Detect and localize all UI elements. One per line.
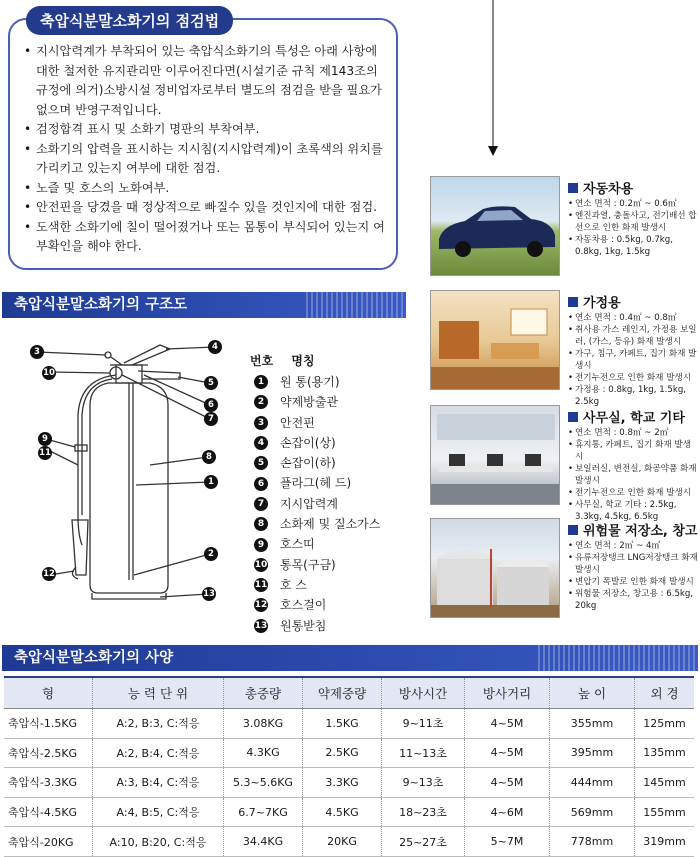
part-row: 8 소화제 및 질소가스 [254, 514, 380, 534]
usage-title-office: 사무실, 학교 기타 [583, 411, 685, 426]
office-photo [430, 405, 560, 505]
usage-list-office: • 연소 면적 : 0.8㎡ ~ 2㎡ • 휴지통, 카페트, 집기 화재 발생시 • 보일러실, 변전실, 화공약품 화재 발생시 • 전기누전으로 인한 화재 발생시 • 사무실, 학교 기타 : 2.5kg, 3.3kg, 4.5kg, 6.5kg [568, 427, 698, 523]
car-photo [430, 176, 560, 276]
parts-header [250, 352, 315, 369]
inspection-item: • 소화기의 압력을 표시하는 지시침(지시압력계)이 초록색의 위치를 가리키고 있는지 여부에 대한 점검. [24, 140, 386, 179]
table-row: 축압식-20KG A:10, B:20, C:적응 34.4KG 20KG 25~27초 5~7M 778mm 319mm [4, 827, 694, 857]
part-row: 10 통목(구금) [254, 557, 336, 572]
callout-7-icon: 7 [204, 412, 218, 426]
callout-12-icon: 12 [43, 569, 55, 579]
inspection-item: • 검정합격 표시 및 소화기 명판의 부착여부. [24, 120, 386, 140]
part-row: 1 원 통(용기) [254, 372, 380, 392]
part-row: 6 플라그(헤 드) [254, 473, 380, 493]
inspection-item: • 안전핀을 당겼을 때 정상적으로 빠질수 있을 것인지에 대한 점검. [24, 198, 386, 218]
table-row: 축압식-3.3KG A:3, B:4, C:적응 5.3~5.6KG 3.3KG 9~13초 4~5M 444mm 145mm [4, 768, 694, 798]
parts-header-name: 명칭 [291, 354, 315, 368]
callout-3-icon: 3 [30, 345, 44, 359]
callout-8-icon: 8 [202, 450, 216, 464]
parts-list [254, 372, 380, 636]
part-row: 11 호 스 [254, 577, 307, 592]
inspection-item: • 지시압력계가 부착되어 있는 축압식소화기의 특성은 아래 사항에 대한 철저한 유지관리만 이루어진다면(시설기준 규칙 제143조의 규정에 의거)소방시설 정비업자로부터 별도의 점검을 받을 필요가 없으며 반영구적입니다. [24, 42, 386, 120]
callout-11-icon: 11 [39, 448, 51, 458]
callout-5-icon: 5 [204, 376, 218, 390]
table-row: 축압식-2.5KG A:2, B:4, C:적응 4.3KG 2.5KG 11~13초 4~5M 395mm 135mm [4, 738, 694, 768]
part-row: 4 손잡이(상) [254, 433, 380, 453]
inspection-title: 축압식분말소화기의 점검법 [26, 6, 233, 35]
usage-card-home [430, 290, 698, 407]
usage-title-car: 자동차용 [583, 182, 634, 197]
usage-list-storage: • 연소 면적 : 2㎡ ~ 4㎡ • 유류저장탱크 LNG저장탱크 화재 발생시 • 변압기 폭발로 인한 화재 발생시 • 위험물 저장소, 창고용 : 6.5kg, 20kg [568, 540, 698, 612]
spec-title-bar [2, 645, 698, 671]
parts-header-no: 번호 [250, 354, 274, 368]
usage-title-home: 가정용 [583, 296, 621, 311]
inspection-item: • 도색한 소화기에 칠이 떨어졌거나 또는 몸통이 부식되어 있는지 여부확인을 해야 한다. [24, 218, 386, 257]
usage-card-car [430, 176, 698, 280]
usage-list-home: • 연소 면적 : 0.4㎡ ~ 0.8㎡ • 취사용 가스 레인지, 가정용 보일러, (가스, 등유) 화재 발생시 • 가구, 침구, 카페트, 집기 화재 발생시 • 전기누전으로 인한 화재 발생시 • 가정용 : 0.8kg, 1kg, 1.5kg, 2.5kg [568, 312, 698, 408]
down-arrow-icon [486, 0, 500, 160]
part-row: 2 약제방출관 [254, 392, 380, 412]
callout-4-icon: 4 [208, 340, 222, 354]
table-row: 축압식-1.5KG A:2, B:3, C:적응 3.08KG 1.5KG 9~11초 4~5M 355mm 125mm [4, 709, 694, 739]
structure-title-bar [2, 292, 406, 318]
callout-13-icon: 13 [203, 589, 215, 599]
usage-list-car: • 연소 면적 : 0.2㎡ ~ 0.6㎡ • 엔진과열, 충돌사고, 전기배선 합선으로 인한 화재 발생시 • 자동차용 : 0.5kg, 0.7kg, 0.8kg, 1kg, 1.5kg [568, 198, 698, 258]
spec-header-row: 형 능 력 단 위 총중량 약제중량 방사시간 방사거리 높 이 외 경 [4, 677, 694, 709]
part-row: 12 호스걸이 [254, 598, 327, 613]
part-row: 7 지시압력계 [254, 494, 380, 514]
inspection-box [8, 18, 398, 270]
living-room-photo [430, 290, 560, 390]
inspection-list [24, 42, 386, 257]
callout-10-icon: 10 [43, 368, 55, 378]
part-row: 9 호스띠 [254, 534, 380, 554]
inspection-item: • 노즐 및 호스의 노화여부. [24, 179, 386, 199]
callout-1-icon: 1 [204, 475, 218, 489]
storage-tank-photo [430, 518, 560, 618]
structure-title: 축압식분말소화기의 구조도 [14, 297, 188, 313]
part-row: 5 손잡이(하) [254, 453, 380, 473]
callout-6-icon: 6 [204, 398, 218, 412]
usage-title-storage: 위험물 저장소, 창고 [583, 524, 698, 539]
spec-title: 축압식분말소화기의 사양 [14, 650, 174, 666]
table-row: 축압식-4.5KG A:4, B:5, C:적응 6.7~7KG 4.5KG 18~23초 4~6M 569mm 155mm [4, 797, 694, 827]
usage-card-office [430, 405, 698, 522]
usage-card-storage [430, 518, 698, 622]
part-row: 3 안전핀 [254, 413, 380, 433]
callout-2-icon: 2 [204, 547, 218, 561]
part-row: 13 원통받침 [254, 618, 327, 633]
callout-9-icon: 9 [38, 432, 52, 446]
spec-table [4, 676, 694, 857]
